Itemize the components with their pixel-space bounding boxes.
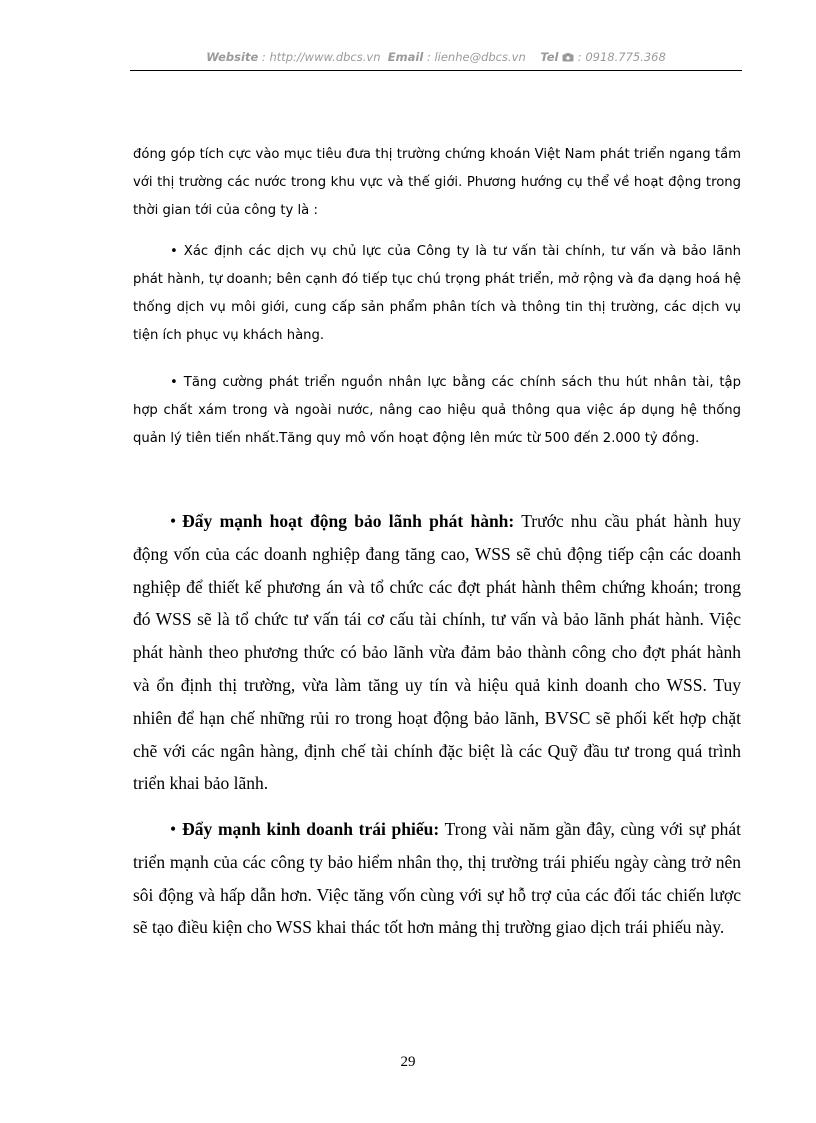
bullet-item-text: Xác định các dịch vụ chủ lực của Công ty là tư vấn tài chính, tư vấn và bảo lãnh phát hành, tự doanh; bên cạnh đó tiếp tục chú trọng phát triển, mở rộng và đa dạng hoá hệ thống dịch vụ môi giới, cung cấp sản phẩm phân tích và thông tin thị trường, các dịch vụ tiện ích phục vụ khách hàng. (133, 244, 741, 343)
page-number: 29 (400, 1054, 416, 1070)
bullet-item-underwriting (133, 505, 741, 800)
bullet-item-heading: Đẩy mạnh kinh doanh trái phiếu: (182, 819, 440, 839)
bullet-item-core-services (133, 238, 741, 350)
bullet-item-text: Trong vài năm gần đây, cùng với sự phát triển mạnh của các công ty bảo hiểm nhân thọ, thị trường trái phiếu ngày càng trở nên sôi động và hấp dẫn hơn. Việc tăng vốn cùng với sự hỗ trợ của các đối tác chiến lược sẽ tạo điều kiện cho WSS khai thác tốt hơn mảng thị trường giao dịch trái phiếu này. (133, 819, 741, 938)
bullet-item-text: Tăng cường phát triển nguồn nhân lực bằng các chính sách thu hút nhân tài, tập hợp chất xám trong và ngoài nước, nâng cao hiệu quả thông qua việc áp dụng hệ thống quản lý tiên tiến nhất.Tăng quy mô vốn hoạt động lên mức từ 500 đến 2.000 tỷ đồng. (133, 375, 741, 446)
bullet-icon: • (170, 819, 177, 839)
tel-label: Tel (540, 50, 559, 64)
website-label: Website (206, 50, 259, 64)
bullet-icon: • (170, 375, 178, 390)
page-header (130, 50, 742, 64)
bullet-icon: • (170, 244, 178, 259)
bullet-item-heading: Đẩy mạnh hoạt động bảo lãnh phát hành: (182, 511, 515, 531)
bullet-item-human-resources (133, 369, 741, 453)
website-value: : http://www.dbcs.vn (261, 50, 381, 64)
tel-value: : 0918.775.368 (577, 50, 666, 64)
intro-paragraph: đóng góp tích cực vào mục tiêu đưa thị trường chứng khoán Việt Nam phát triển ngang tầm với thị trường các nước trong khu vực và thế giới. Phương hướng cụ thể về hoạt động trong thời gian tới của công ty là : (133, 147, 741, 218)
email-label: Email (387, 50, 424, 64)
email-value: : lienhe@dbcs.vn (426, 50, 526, 64)
bullet-icon: • (170, 511, 177, 531)
bullet-item-text: Trước nhu cầu phát hành huy động vốn của các doanh nghiệp đang tăng cao, WSS sẽ chủ động tiếp cận các doanh nghiệp để thiết kế phương án và tổ chức các đợt phát hành thêm chứng khoán; trong đó WSS sẽ là tổ chức tư vấn tái cơ cấu tài chính, tư vấn và bảo lãnh phát hành. Việc phát hành theo phương thức có bảo lãnh vừa đảm bảo thành công cho đợt phát hành và ổn định thị trường, vừa làm tăng uy tín và hiệu quả kinh doanh cho WSS. Tuy nhiên để hạn chế những rủi ro trong hoạt động bảo lãnh, BVSC sẽ phối kết hợp chặt chẽ với các ngân hàng, định chế tài chính đặc biệt là các Quỹ đầu tư trong quá trình triển khai bảo lãnh. (133, 511, 741, 794)
phone-icon (562, 50, 578, 64)
header-divider (130, 70, 742, 71)
bullet-item-bonds (133, 813, 741, 944)
